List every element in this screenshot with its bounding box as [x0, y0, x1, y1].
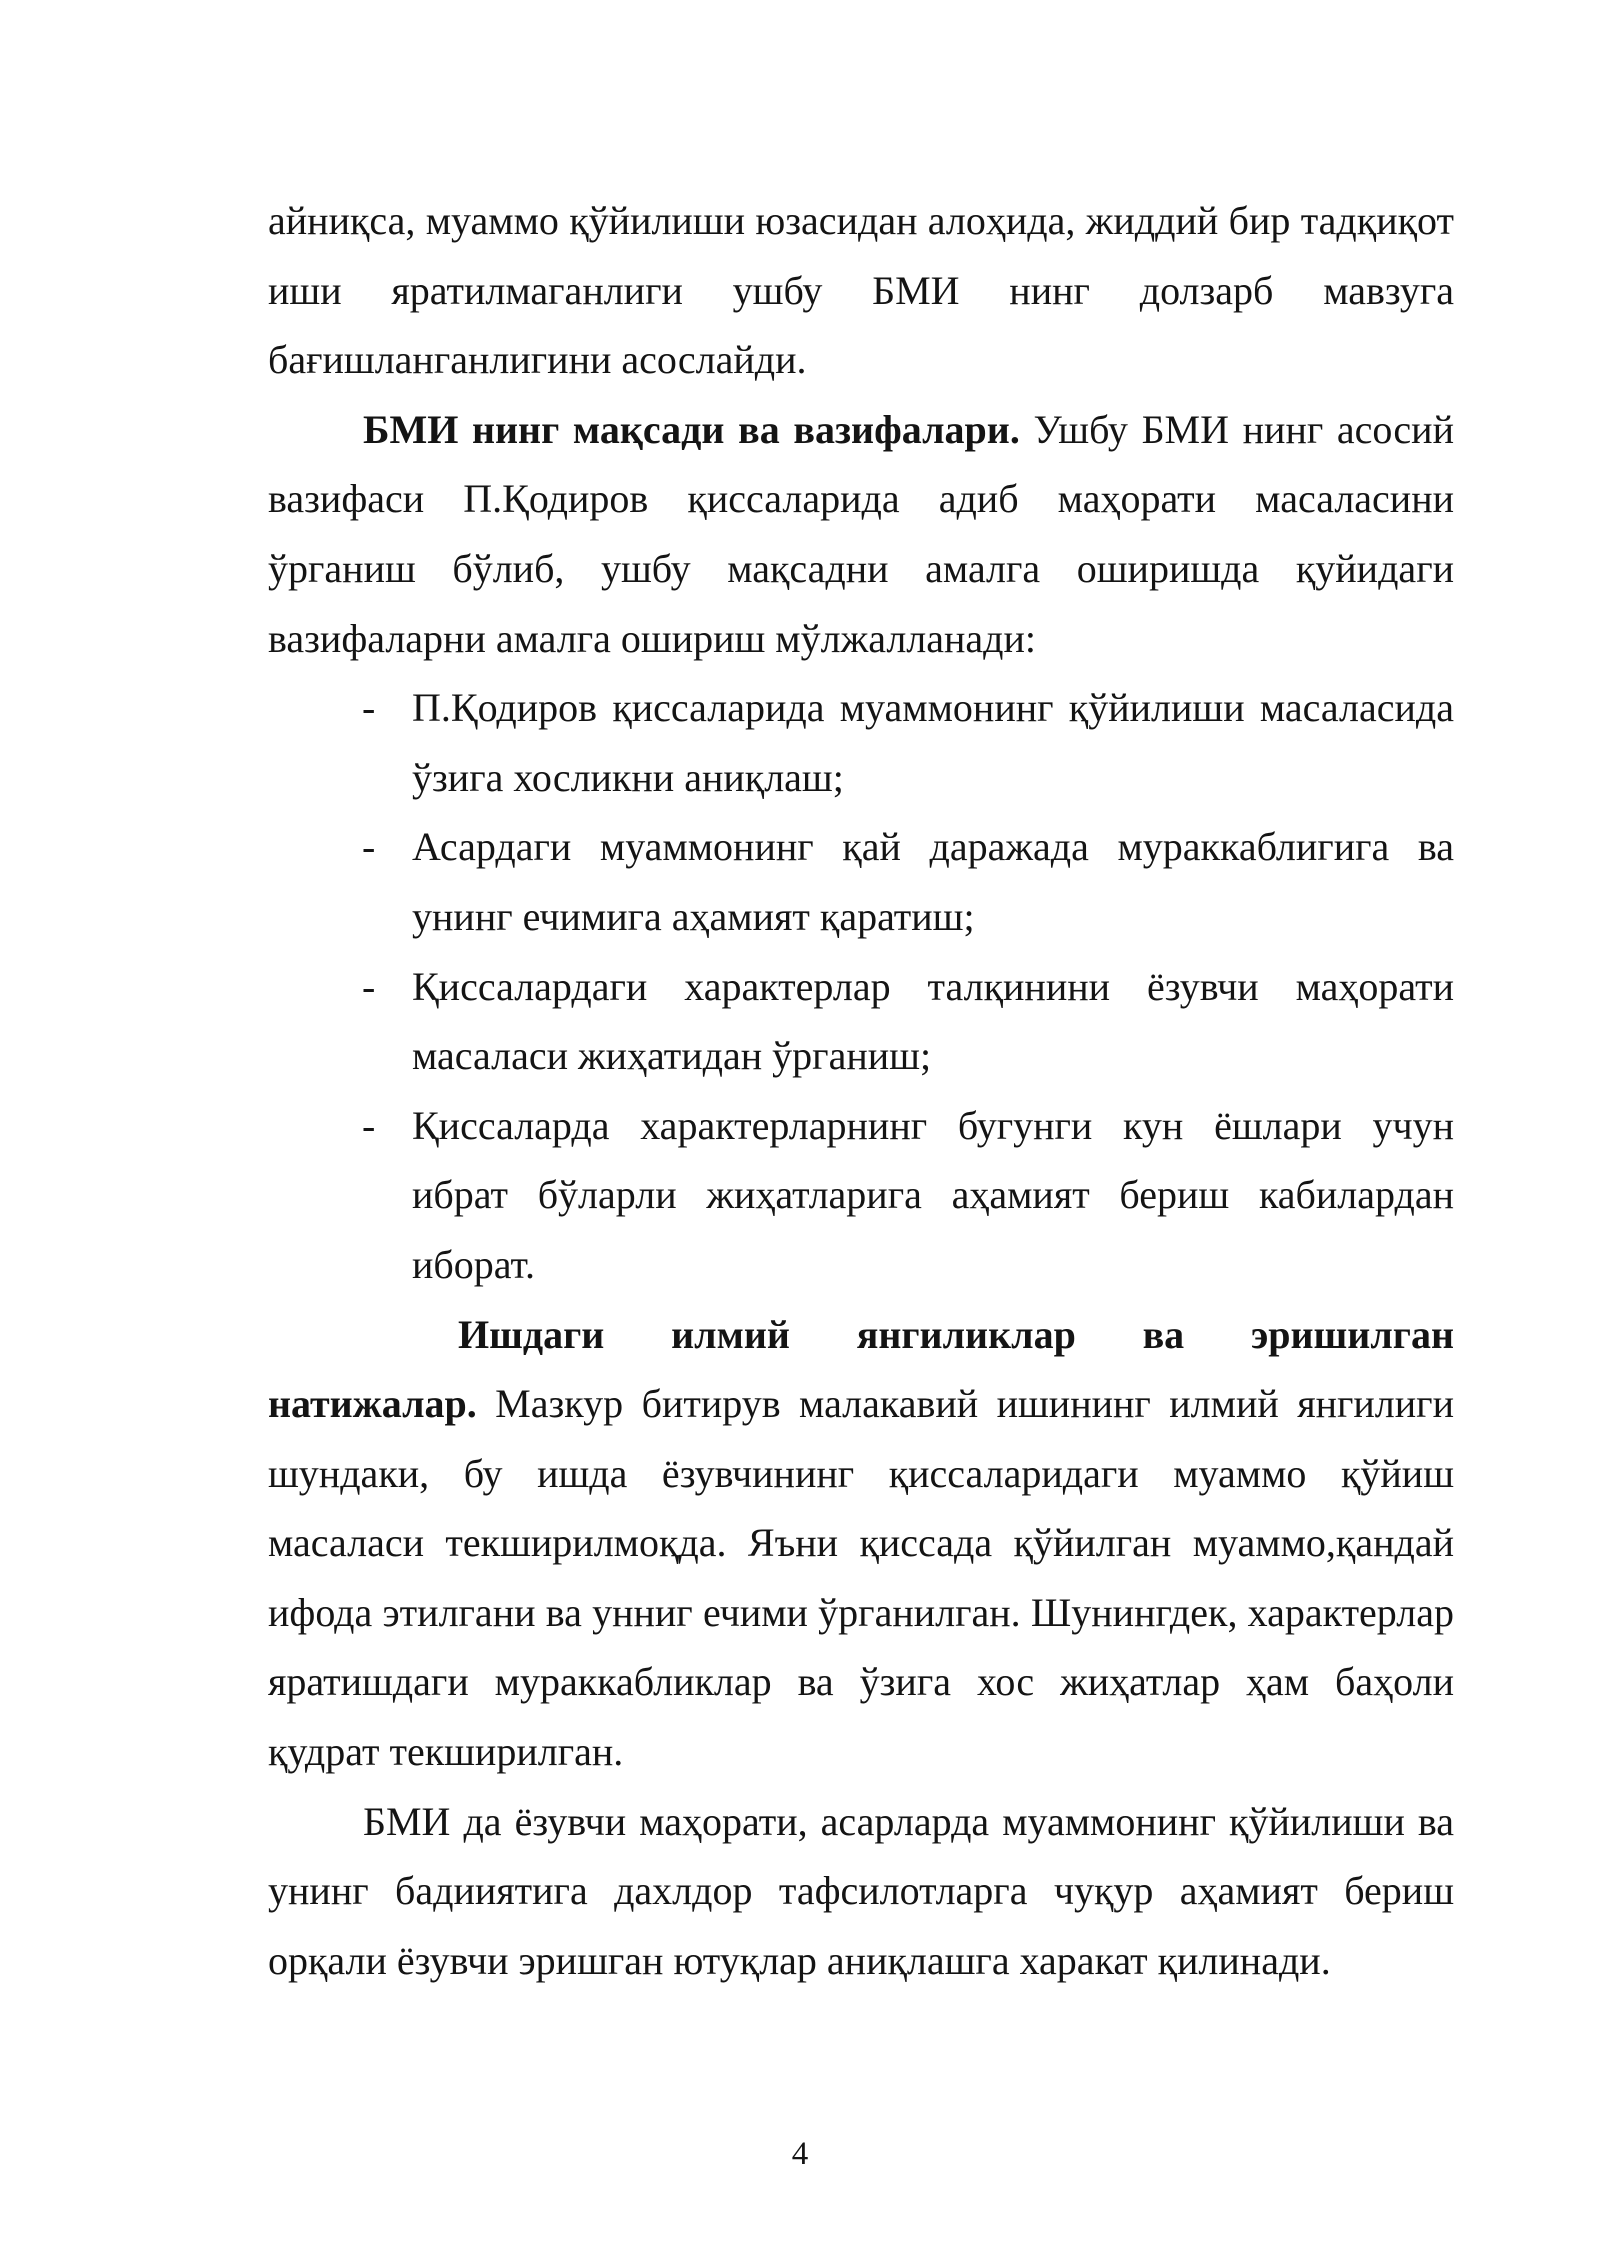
list-item — [268, 952, 1454, 1091]
list-item-text: Қиссаларда характерларнинг бугунги кун ёшлари учун ибрат бўларли жиҳатларига аҳамият бериш кабилардан иборат. — [412, 1102, 1454, 1287]
list-item-text: Қиссалардаги характерлар талқинини ёзувчи маҳорати масаласи жиҳатидан ўрганиш; — [412, 963, 1454, 1079]
paragraph-intro: айниқса, муаммо қўйилиши юзасидан алоҳида, жиддий бир тадқиқот иши яратилмаганлиги ушбу БМИ нинг долзарб мавзуга бағишланганлигини асослайди. — [268, 198, 1454, 383]
list-item-text: Асардаги муаммонинг қай даражада мураккаблигига ва унинг ечимига аҳамият қаратиш; — [412, 824, 1454, 939]
goals-heading: БМИ нинг мақсади ва вазифалари. — [363, 406, 1020, 452]
list-item — [268, 1091, 1454, 1300]
list-item — [268, 812, 1454, 951]
list-item — [268, 673, 1454, 812]
list-dash: - — [362, 963, 376, 1009]
list-dash: - — [362, 685, 376, 731]
page-body — [268, 186, 1454, 1995]
list-item-text: П.Қодиров қиссаларида муаммонинг қўйилиши масаласида ўзига хосликни аниқлаш; — [412, 685, 1454, 800]
paragraph-novelty — [268, 1369, 1454, 1787]
novelty-heading-end: натижалар. — [268, 1381, 477, 1427]
list-dash: - — [362, 824, 376, 870]
list-dash: - — [362, 1102, 376, 1148]
tasks-list — [268, 673, 1454, 1299]
novelty-heading: Ишдаги илмий янгиликлар ва эришилган — [458, 1311, 1454, 1357]
goals-text: Ушбу БМИ нинг асосий вазифаси П.Қодиров қиссаларида адиб маҳорати масаласини ўрганиш бўлиб, ушбу мақсадни амалга оширишда қуйидаги вазифаларни амалга ошириш мўлжалланади: — [268, 406, 1454, 661]
novelty-text: Мазкур битирув малакавий ишининг илмий янгилиги шундаки, бу ишда ёзувчининг қиссаларидаги муаммо қўйиш масаласи текширилмоқда. Яъни қиссада қўйилган муаммо,қандай ифода этилгани ва унниг ечими ўрганилган. Шунингдек, характерлар яратишдаги мураккабликлар ва ўзига хос жиҳатлар ҳам баҳоли қудрат текширилган. — [268, 1381, 1454, 1775]
paragraph-conclusion: БМИ да ёзувчи маҳорати, асарларда муаммонинг қўйилиши ва унинг бадииятига дахлдор тафсилотларга чуқур аҳамият бериш орқали ёзувчи эришган ютуқлар аниқлашга харакат қилинади. — [268, 1798, 1454, 1983]
page-number: 4 — [791, 2136, 809, 2172]
paragraph-goals — [268, 395, 1454, 673]
novelty-heading-line — [268, 1300, 1454, 1370]
